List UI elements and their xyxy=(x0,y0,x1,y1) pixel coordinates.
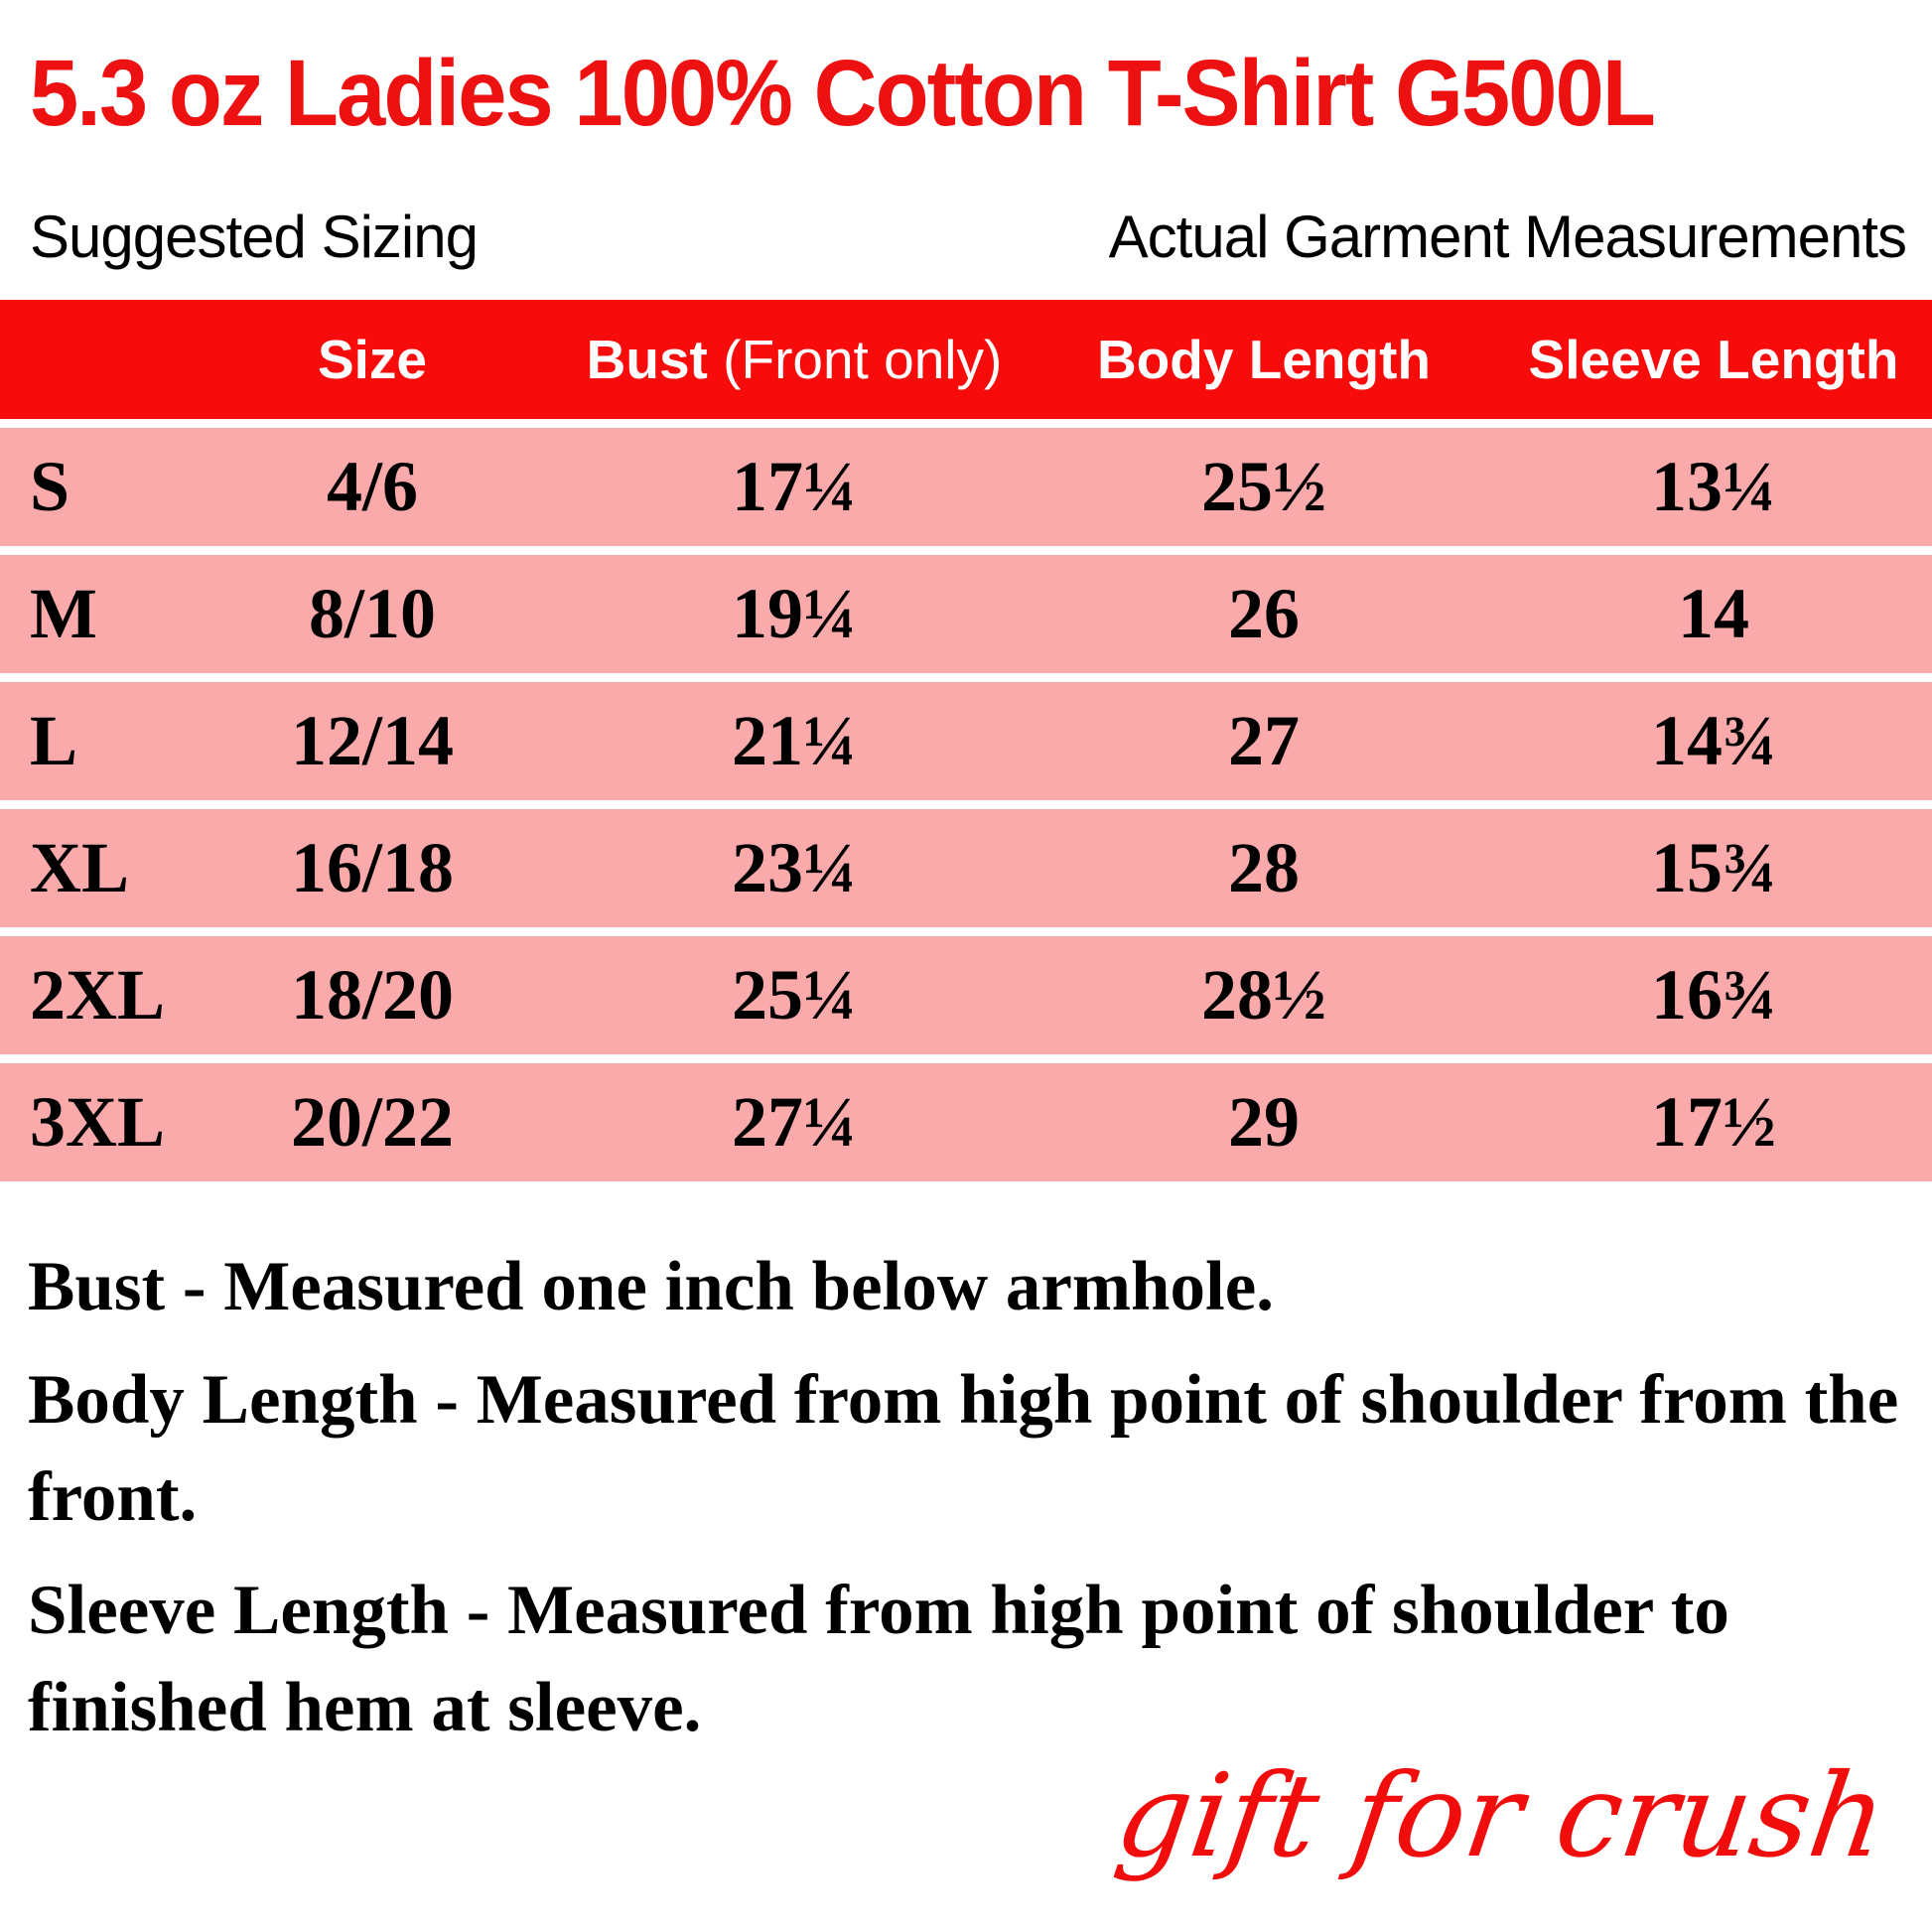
sleeve-length-cell: 13¼ xyxy=(1651,447,1776,526)
sleeve-length-cell: 14 xyxy=(1678,574,1749,653)
body-length-cell: 29 xyxy=(1228,1082,1300,1162)
table-header-row xyxy=(0,300,1932,419)
header-body-length: Body Length xyxy=(1096,329,1432,390)
page-title: 5.3 oz Ladies 100% Cotton T-Shirt G500L xyxy=(30,41,1654,146)
row-label: 2XL xyxy=(30,955,166,1035)
row-label: XL xyxy=(30,828,130,907)
size-cell: 20/22 xyxy=(290,1082,454,1162)
note-body-length: Body Length - Measured from high point of shoulder from the front. xyxy=(28,1360,1899,1536)
sleeve-length-cell: 15¾ xyxy=(1651,828,1776,907)
size-cell: 18/20 xyxy=(290,955,454,1035)
row-label: S xyxy=(30,447,70,526)
suggested-sizing-label: Suggested Sizing xyxy=(30,204,478,270)
size-cell: 8/10 xyxy=(308,574,436,653)
sleeve-length-cell: 17½ xyxy=(1651,1082,1776,1162)
watermark-text: gift for crush xyxy=(1108,1749,1894,1883)
sleeve-length-cell: 16¾ xyxy=(1651,955,1776,1035)
header-bust-note: (Front only) xyxy=(723,329,1003,390)
sleeve-length-cell: 14¾ xyxy=(1651,701,1776,780)
table-row xyxy=(0,1063,1932,1181)
size-cell: 12/14 xyxy=(290,701,454,780)
table-row xyxy=(0,682,1932,800)
row-label: M xyxy=(30,574,97,653)
measurement-notes xyxy=(28,1239,1910,1773)
bust-cell: 27¼ xyxy=(732,1082,857,1162)
body-length-cell: 26 xyxy=(1228,574,1300,653)
header-sleeve-length: Sleeve Length xyxy=(1528,329,1899,390)
size-table xyxy=(0,300,1932,1181)
row-label: L xyxy=(30,701,78,780)
bust-cell: 25¼ xyxy=(732,955,857,1035)
body-length-cell: 25½ xyxy=(1201,447,1326,526)
body-length-cell: 28½ xyxy=(1201,955,1326,1035)
size-cell: 4/6 xyxy=(326,447,418,526)
bust-cell: 21¼ xyxy=(732,701,857,780)
body-length-cell: 27 xyxy=(1228,701,1300,780)
bust-cell: 19¼ xyxy=(732,574,857,653)
header-size: Size xyxy=(317,329,428,390)
row-label: 3XL xyxy=(30,1082,166,1162)
header-bust-main: Bust xyxy=(586,329,708,390)
note-sleeve-length: Sleeve Length - Measured from high point of shoulder to finished hem at sleeve. xyxy=(28,1571,1729,1746)
actual-measurements-label: Actual Garment Measurements xyxy=(1108,204,1906,270)
header-bust xyxy=(556,328,1033,391)
bust-cell: 17¼ xyxy=(732,447,857,526)
note-bust: Bust - Measured one inch below armhole. xyxy=(28,1248,1274,1325)
table-row xyxy=(0,555,1932,673)
section-labels xyxy=(30,203,1906,271)
bust-cell: 23¼ xyxy=(732,828,857,907)
body-length-cell: 28 xyxy=(1228,828,1300,907)
table-row xyxy=(0,936,1932,1054)
size-cell: 16/18 xyxy=(290,828,454,907)
table-row xyxy=(0,428,1932,546)
table-row xyxy=(0,809,1932,927)
